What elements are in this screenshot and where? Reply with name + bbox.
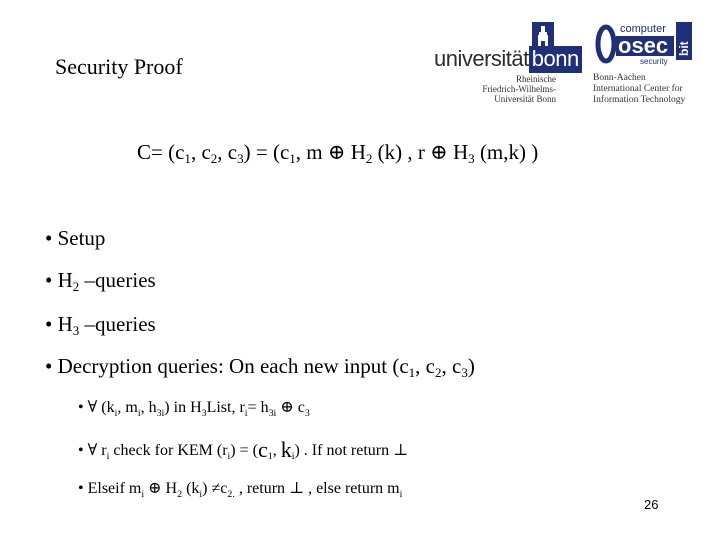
bit-mark-side-text: bit: [677, 41, 691, 56]
bit-mark-main-text: osec: [618, 33, 669, 58]
bullet-h2-queries: • $H_2$ –queries: [45, 268, 156, 294]
bit-osec-mark-icon: [594, 20, 694, 66]
bit-sub-line: International Center for: [593, 84, 683, 94]
bit-logo: [588, 18, 700, 106]
bonn-wordmark: universität bonn: [434, 46, 582, 73]
bonn-sub-line: Rheinische: [516, 74, 556, 84]
bonn-sub-line: Friedrich-Wilhelms-: [482, 84, 556, 94]
sub-bullet-kem-check: • ∀ $r_i$ check for KEM $(r_i) = (c_1$, $k_i$) . If not return ⊥: [78, 437, 409, 462]
bonn-sub-line: Universität Bonn: [494, 94, 556, 104]
slide-title: Security Proof: [55, 54, 183, 79]
bullet-decryption-queries: • Decryption queries: On each new input ($c_1$, $c_2$, $c_3$): [45, 354, 475, 380]
bullet-h3-queries: • $H_3$ –queries: [45, 312, 156, 338]
bit-sub-line: Information Technology: [593, 95, 686, 105]
bullet-setup: • Setup: [45, 226, 106, 250]
bit-mark-top-text: computer: [620, 23, 666, 35]
bit-mark-bottom-text: security: [640, 57, 668, 66]
bit-sub-line: Bonn-Aachen: [593, 73, 646, 83]
ciphertext-formula: $C= (c_1$, $c_2$, $c_3) = (c_1$, m ⊕ $H_2$ (k) , r ⊕ $H_3$ (m,k) ): [137, 140, 539, 166]
sub-bullet-h3list-check: • ∀ ($k_i$, $m_i$, $h_{3i}$) in $H_3List$, $r_i= h_{3i}$ ⊕ $c_3$: [78, 399, 310, 419]
sub-bullet-elseif-return: • Elseif $m_i$ ⊕ $H_2$ $(k_i) \ne c_{2.}$ , return ⊥ , else return $m_i$: [78, 480, 403, 500]
page-number: 26: [644, 497, 659, 512]
university-bonn-logo: [434, 20, 579, 106]
